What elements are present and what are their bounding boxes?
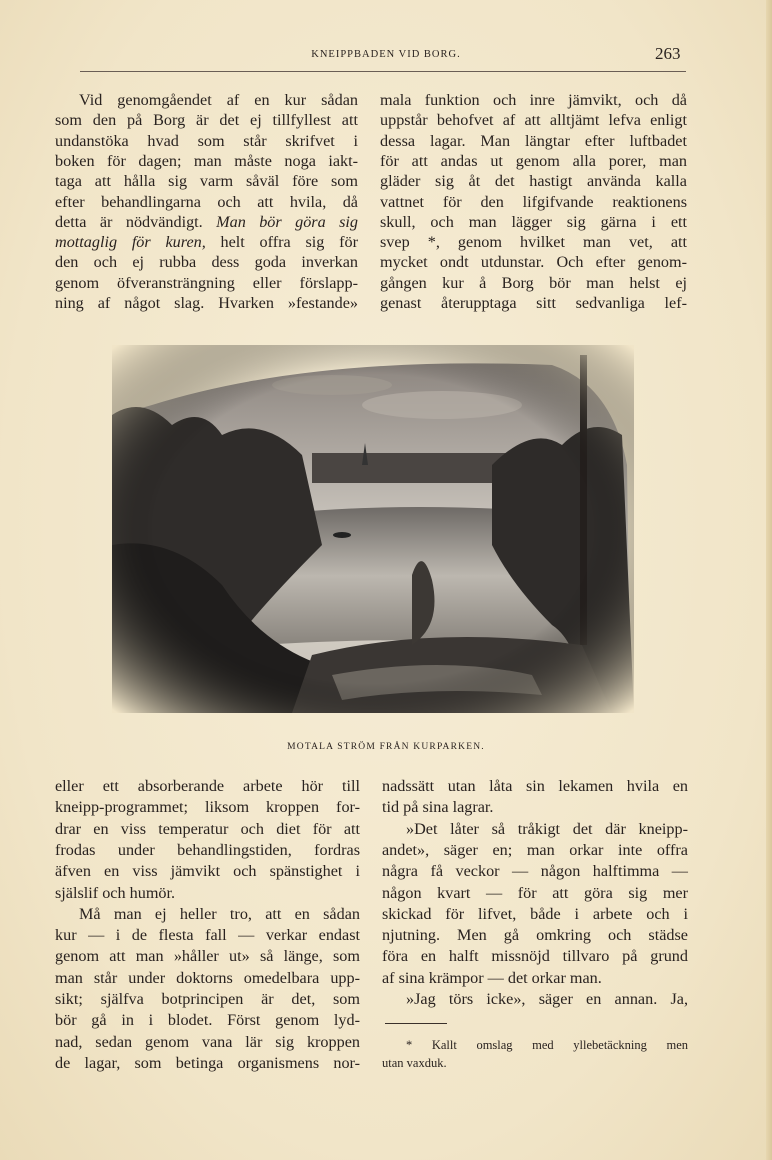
column-top-right (380, 90, 687, 313)
text-line: ning af något slag. Hvarken »festande» (55, 294, 358, 312)
page-edge (766, 0, 772, 1160)
running-title: KNEIPPBADEN VID BORG. (311, 49, 461, 60)
text-line: äfven en viss jämvikt och spänstighet i (55, 862, 360, 881)
text-line: mala funktion och inre jämvikt, och då (380, 91, 687, 109)
text-line: någon kvart — för att göra sig mer (382, 883, 688, 902)
figure-caption: MOTALA STRÖM FRÅN KURPARKEN. (287, 742, 485, 752)
text-line: drar en viss temperatur och diet för att (55, 819, 360, 838)
page-number: 263 (655, 44, 681, 63)
column-bottom-right (382, 776, 688, 1010)
text-line: mycket ondt utdunstar. Och efter genom- (380, 253, 687, 272)
text-line: genom att man »håller ut» så länge, som (55, 947, 360, 966)
text-line: undanstöka hvad som står skrifvet i (55, 131, 358, 150)
column-top-left (55, 90, 358, 313)
text-line: Vid genomgåendet af en kur sådan (79, 91, 358, 109)
text-line: efter behandlingarna och att hvila, då (55, 192, 358, 211)
footnote-rule (385, 1023, 447, 1024)
text-line: mottaglig för kuren, helt offra sig för (55, 233, 358, 252)
text-line: man står under doktorns omedelbara upp- (55, 968, 360, 987)
text-line: kur — i de flesta fall — verkar endast (55, 926, 360, 945)
emphasis: mottaglig för kuren, (55, 233, 206, 252)
text-line: taga att hålla sig varm såväl före som (55, 172, 358, 191)
text-line: tid på sina lagrar. (382, 798, 494, 817)
text-line: skickad för lifvet, både i arbete och i (382, 904, 688, 923)
header-rule (80, 71, 686, 72)
text-line: frodas under behandlingstiden, fordras (55, 840, 360, 859)
text-line: njutning. Men gå omkring och städse (382, 926, 688, 945)
text-line: nad, sedan genom vana lär sig kroppen (55, 1032, 360, 1051)
text-line: »Det låter så tråkigt det där kneipp- (406, 819, 688, 838)
photo-motala-strom (112, 345, 634, 713)
text-line: svep *, genom hvilket man vet, att (380, 233, 687, 252)
text-line: den och ej rubba dess goda inverkan (55, 253, 358, 272)
text-line: bör gå in i blodet. Först genom lyd- (55, 1011, 360, 1030)
text-line: skull, och man lägger sig gärna i ett (380, 212, 687, 231)
text-line: de lagar, som betinga organismens nor- (55, 1053, 360, 1072)
text-line: eller ett absorberande arbete hör till (55, 777, 360, 795)
text-line: några få veckor — någon halftimma — (382, 862, 688, 881)
column-bottom-left (55, 776, 360, 1074)
text-line: sikt; själfva botprincipen är det, som (55, 990, 360, 1008)
text-line: * Kallt omslag med yllebetäckning men (406, 1038, 688, 1052)
text-line: utan vaxduk. (382, 1056, 447, 1070)
footnote (382, 1036, 688, 1072)
text-line: vattnet för den lifgifvande reaktionens (380, 192, 687, 211)
text-line: nadssätt utan låta sin lekamen hvila en (382, 777, 688, 795)
text-line: gången kur å Borg bör man helst ej (380, 273, 687, 292)
text-line: detta är nödvändigt. Man bör göra sig (55, 212, 358, 231)
text-line: boken för dagen; man måste noga iakt- (55, 151, 358, 170)
text-line: som den på Borg är det ej tillfyllest att (55, 111, 358, 130)
text-line: kneipp-programmet; liksom kroppen for- (55, 798, 360, 817)
text-line: genom öfveransträngning eller förslapp- (55, 273, 358, 292)
text-line: genast återupptaga sitt sedvanliga lef- (380, 294, 687, 312)
text-line: för att andas ut genom alla porer, man (380, 151, 687, 170)
text-line: gläder sig åt det hastigt använda kalla (380, 172, 687, 191)
text-line: af sina krämpor — det orkar man. (382, 968, 602, 987)
emphasis: Man bör göra sig (216, 212, 358, 231)
text-line: dessa lagar. Man längtar efter luftbadet (380, 131, 687, 150)
text-line: »Jag törs icke», säger en annan. Ja, (406, 990, 688, 1008)
text-line: föra en halft missnöjd tillvaro på grund (382, 947, 688, 966)
text-line: själslif och humör. (55, 883, 176, 902)
text-line: uppstår behofvet af att alltjämt lefva enligt (380, 111, 687, 130)
text-line: Må man ej heller tro, att en sådan (79, 904, 360, 923)
text-line: andet», säger en; man orkar inte offra (382, 840, 688, 859)
